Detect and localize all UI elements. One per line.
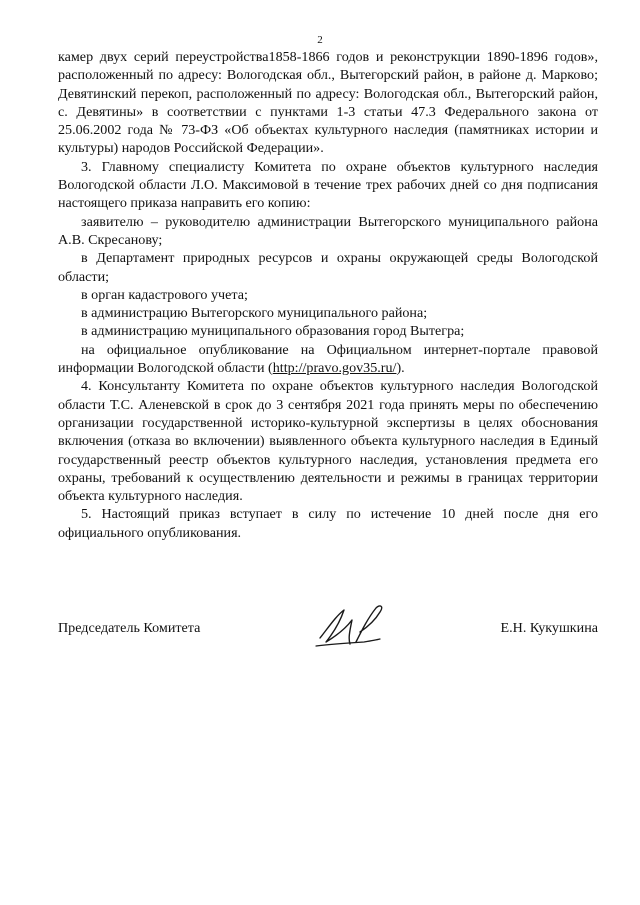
paragraph-object-description: камер двух серий переустройства1858-1866 годов и реконструкции 1890-1896 годов», расположенный по адресу: Вологодская обл., Вытегорский район, в районе д. Марково; Девятинский перекоп, расположенный по адресу: Вологодская обл., Вытегорский район, с. Девятины» в соответствии с пунктами 1-3 статьи 47.3 Федерального закона от 25.06.2002 года № 73-ФЗ «Об объектах культурного наследия (памятниках истории и культуры) народов Российской Федерации». (58, 49, 598, 157)
publication-text: на официальное опубликование на Официальном интернет-портале правовой информации Вологодской области ( (58, 341, 598, 377)
page-number: 2 (317, 34, 323, 46)
recipient-publication (58, 341, 598, 378)
recipient-cadastre: в орган кадастрового учета; (81, 286, 248, 303)
signatory-name: Е.Н. Кукушкина (500, 620, 598, 636)
signatory-position: Председатель Комитета (58, 620, 201, 636)
recipient-applicant: заявителю – руководителю администрации Вытегорского муниципального района А.В. Скресанову; (58, 213, 598, 248)
recipient-town-admin: в администрацию муниципального образования город Вытегра; (81, 323, 465, 340)
recipient-department: в Департамент природных ресурсов и охраны окружающей среды Вологодской области; (58, 250, 598, 285)
paragraph-item-5: 5. Настоящий приказ вступает в силу по истечение 10 дней после дня его официального опубликования. (58, 506, 598, 541)
pravo-link[interactable]: http://pravo.gov35.ru/ (272, 360, 397, 377)
paragraph-item-4: 4. Консультанту Комитета по охране объектов культурного наследия Вологодской области Т.С. Аленевской в срок до 3 сентября 2021 года принять меры по обеспечению организации государственной историко-культурной экспертизы в целях обоснования включения (отказа во включении) выявленного объекта культурного наследия в Единый государственный реестр объектов культурного наследия, установления предмета его охраны, требований к осуществлению деятельности и режимы в границах территории объекта культурного наследия. (58, 378, 598, 505)
recipient-district-admin: в администрацию Вытегорского муниципального района; (81, 305, 428, 322)
signature-block (58, 598, 598, 658)
paragraph-item-3: 3. Главному специалисту Комитета по охране объектов культурного наследия Вологодской области Л.О. Максимовой в течение трех рабочих дней со дня подписания настоящего приказа направить его копию: (58, 158, 598, 212)
handwritten-signature-icon (310, 598, 392, 656)
document-body (58, 48, 598, 542)
publication-text-end: ). (396, 360, 405, 377)
